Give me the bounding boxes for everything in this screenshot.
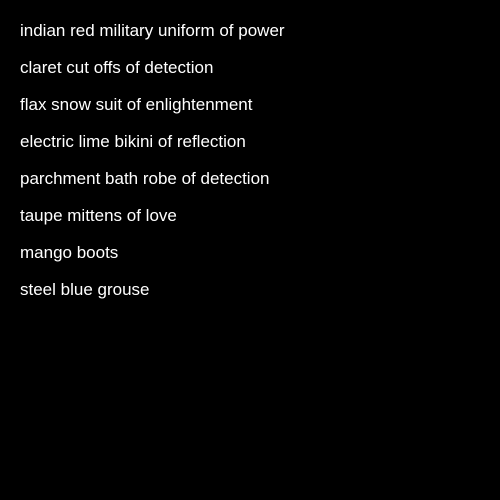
list-item[interactable]: parchment bath robe of detection <box>20 169 270 188</box>
list-item[interactable]: claret cut offs of detection <box>20 58 214 77</box>
list-item[interactable]: mango boots <box>20 243 119 262</box>
list-item[interactable]: electric lime bikini of reflection <box>20 132 246 151</box>
item-list <box>20 21 285 317</box>
list-item[interactable]: steel blue grouse <box>20 280 150 299</box>
list-item[interactable]: flax snow suit of enlightenment <box>20 95 253 114</box>
list-item[interactable]: indian red military uniform of power <box>20 21 285 40</box>
list-item[interactable]: taupe mittens of love <box>20 206 177 225</box>
